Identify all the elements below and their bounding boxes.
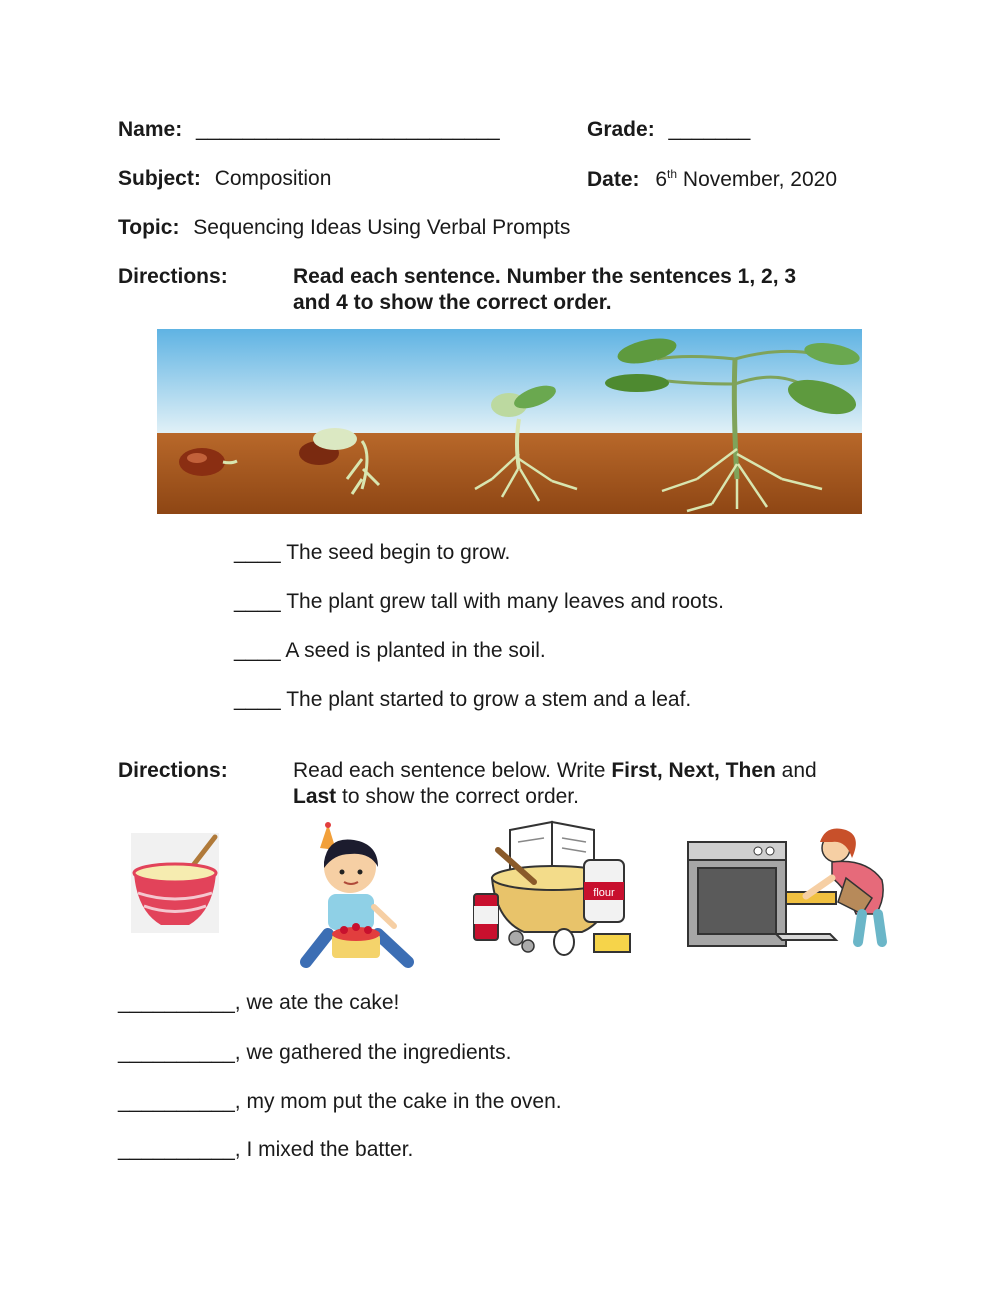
ingredients-image: [472, 820, 634, 958]
subject-row: [118, 167, 331, 191]
grade-label: Grade:: [587, 118, 655, 141]
name-blank[interactable]: __________________________: [196, 118, 500, 141]
flour-label: flour: [593, 887, 615, 899]
grade-row: [587, 118, 750, 142]
sentence-text: , I mixed the batter.: [234, 1138, 414, 1161]
directions-line1-pre: Read each sentence below. Write: [293, 759, 612, 782]
list-item: [234, 541, 510, 565]
subject-value: Composition: [214, 167, 332, 190]
directions-label-2: Directions:: [118, 759, 228, 782]
sentence-text: , my mom put the cake in the oven.: [234, 1090, 562, 1113]
name-row: [118, 118, 500, 142]
number-blank[interactable]: ____: [234, 639, 281, 662]
date-day: 6: [655, 168, 668, 191]
topic-row: [118, 216, 570, 240]
date-row: [587, 167, 837, 192]
plant-growth-image: [157, 329, 862, 514]
directions-label-1: Directions:: [118, 265, 228, 288]
number-blank[interactable]: ____: [234, 541, 281, 564]
topic-label: Topic:: [118, 216, 180, 239]
date-rest: November, 2020: [682, 168, 838, 191]
list-item: [118, 1138, 413, 1162]
directions-line1-post: and: [775, 759, 817, 782]
sentence-text: , we gathered the ingredients.: [234, 1041, 512, 1064]
grade-blank[interactable]: _______: [668, 118, 751, 141]
sentence-text: The plant grew tall with many leaves and roots.: [286, 590, 724, 613]
list-item: [234, 688, 691, 712]
topic-value: Sequencing Ideas Using Verbal Prompts: [193, 216, 571, 239]
mom-oven-image: [686, 818, 902, 948]
boy-eating-cake-image: [298, 822, 416, 968]
directions-line1-2: [293, 759, 817, 783]
order-blank[interactable]: __________: [118, 1138, 235, 1161]
directions-line1-bold: First, Next, Then: [611, 759, 776, 782]
directions-line2-1: and 4 to show the correct order.: [293, 291, 612, 314]
list-item: [234, 639, 546, 663]
number-blank[interactable]: ____: [234, 688, 281, 711]
list-item: [118, 991, 399, 1015]
list-item: [118, 1041, 511, 1065]
sentence-text: The seed begin to grow.: [286, 541, 511, 564]
date-label: Date:: [587, 168, 640, 191]
sentence-text: , we ate the cake!: [234, 991, 400, 1014]
mixing-bowl-image: [131, 833, 219, 933]
order-blank[interactable]: __________: [118, 991, 235, 1014]
date-sup: th: [667, 167, 678, 181]
subject-label: Subject:: [118, 167, 201, 190]
directions-line1-1: Read each sentence. Number the sentences 1, 2, 3: [293, 265, 797, 288]
sentence-text: A seed is planted in the soil.: [285, 639, 546, 662]
list-item: [118, 1090, 562, 1114]
directions-line2-2: [293, 785, 579, 809]
order-blank[interactable]: __________: [118, 1090, 235, 1113]
order-blank[interactable]: __________: [118, 1041, 235, 1064]
name-label: Name:: [118, 118, 183, 141]
directions-line2-post: to show the correct order.: [336, 785, 579, 808]
number-blank[interactable]: ____: [234, 590, 281, 613]
sentence-text: The plant started to grow a stem and a leaf.: [286, 688, 692, 711]
list-item: [234, 590, 724, 614]
directions-line2-bold: Last: [293, 785, 337, 808]
